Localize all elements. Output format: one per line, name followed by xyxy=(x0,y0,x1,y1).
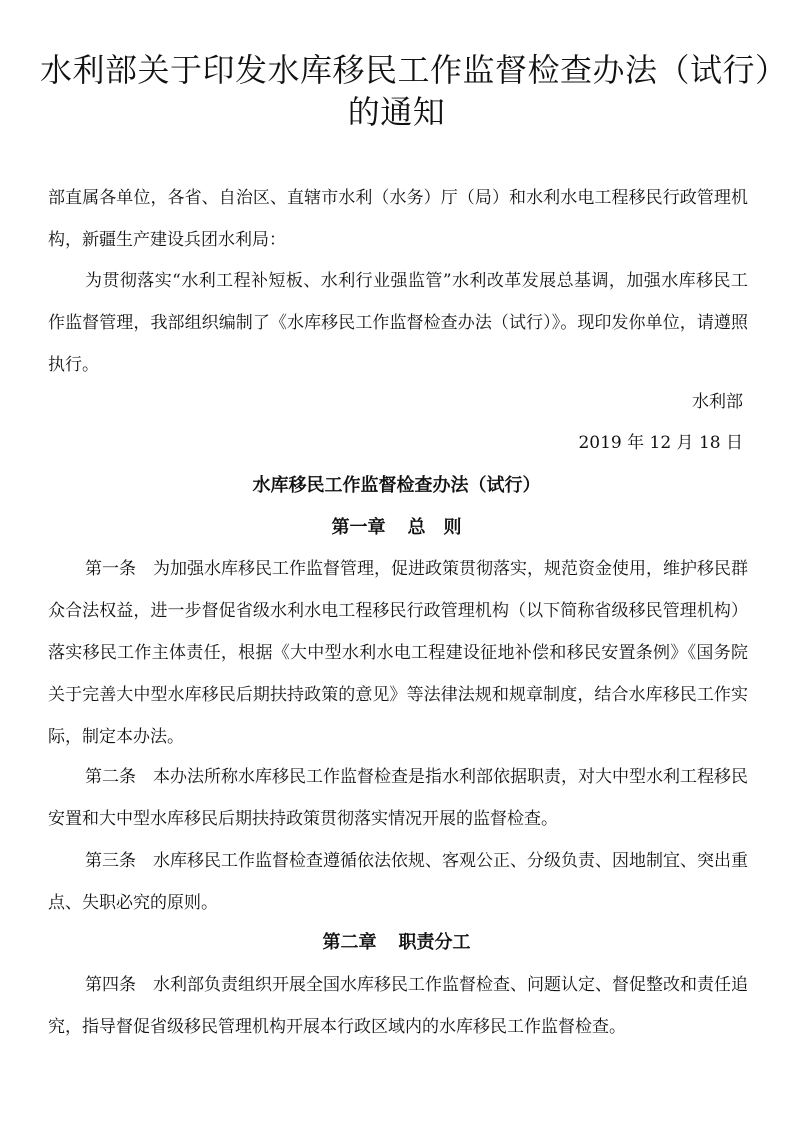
article-1: 第一条 为加强水库移民工作监督管理，促进政策贯彻落实，规范资金使用，维护移民群众合法权益，进一步督促省级水利水电工程移民行政管理机构（以下简称省级移民管理机构）落实移民工作主体责任，根据《大中型水利水电工程建设征地补偿和移民安置条例》《国务院关于完善大中型水库移民后期扶持政策的意见》等法律法规和规章制度，结合水库移民工作实际，制定本办法。 xyxy=(48,559,748,747)
signature: 水利部 xyxy=(692,392,743,412)
salutation: 部直属各单位，各省、自治区、直辖市水利（水务）厅（局）和水利水电工程移民行政管理机构，新疆生产建设兵团水利局： xyxy=(48,188,748,250)
notice-body: 为贯彻落实“水利工程补短板、水利行业强监管”水利改革发展总基调，加强水库移民工作监督管理，我部组织编制了《水库移民工作监督检查办法（试行）》。现印发你单位，请遵照执行。 xyxy=(48,271,748,375)
chapter-2-number: 第二章 xyxy=(322,932,377,953)
chapter-1-number: 第一章 xyxy=(331,517,386,538)
chapter-1-name: 总 则 xyxy=(407,517,462,538)
issue-date: 2019 年 12 月 18 日 xyxy=(578,433,743,453)
notice-title-line-2: 的通知 xyxy=(347,93,446,131)
notice-title-line-1: 水利部关于印发水库移民工作监督检查办法（试行） xyxy=(40,51,788,89)
article-4: 第四条 水利部负责组织开展全国水库移民工作监督检查、问题认定、督促整改和责任追究，指导督促省级移民管理机构开展本行政区域内的水库移民工作监督检查。 xyxy=(48,975,748,1037)
chapter-2-name: 职责分工 xyxy=(398,932,471,953)
article-3: 第三条 水库移民工作监督检查遵循依法依规、客观公正、分级负责、因地制宜、突出重点、失职必究的原则。 xyxy=(48,851,748,913)
chapter-2-heading xyxy=(48,923,745,963)
article-2: 第二条 本办法所称水库移民工作监督检查是指水利部依据职责，对大中型水利工程移民安置和大中型水库移民后期扶持政策贯彻落实情况开展的监督检查。 xyxy=(48,767,748,829)
chapter-1-heading xyxy=(48,508,745,548)
measures-title: 水库移民工作监督检查办法（试行） xyxy=(252,475,541,496)
